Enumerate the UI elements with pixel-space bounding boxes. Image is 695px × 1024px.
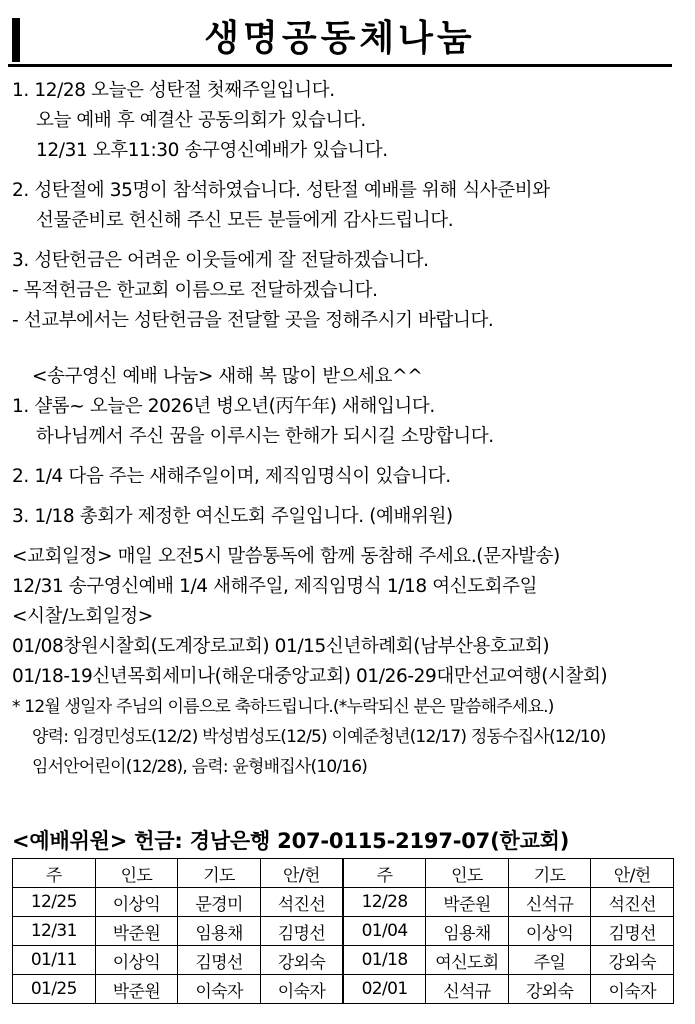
table-row [13, 917, 674, 946]
schedule-line: 12/31 송구영신예배 1/4 새해주일, 제직임명식 1/18 여신도회주일 [12, 576, 538, 597]
table-cell: 01/04 [343, 917, 426, 946]
bulletin-body [12, 76, 682, 782]
table-row [13, 975, 674, 1004]
newyear-line: 3. 1/18 총회가 제정한 여신도회 주일입니다. (예배위원) [12, 506, 453, 527]
worship-roster-table [12, 858, 674, 1004]
table-cell: 이상익 [508, 917, 591, 946]
birthday-line: * 12월 생일자 주님의 이름으로 축하드립니다.(*누락되신 분은 말씀해주세요.) [12, 697, 554, 717]
announcement-line: 1. 12/28 오늘은 성탄절 첫째주일입니다. [12, 80, 335, 101]
announcement-line: 선물준비로 헌신해 주신 모든 분들에게 감사드립니다. [36, 210, 454, 231]
header-cell: 주 [343, 859, 426, 888]
schedule-line: <교회일정> 매일 오전5시 말씀통독에 함께 동참해 주세요.(문자발송) [12, 546, 560, 567]
header-cell: 주 [13, 859, 96, 888]
table-header-row [13, 859, 674, 888]
table-cell: 신석규 [508, 888, 591, 917]
table-cell: 01/18 [343, 946, 426, 975]
table-cell: 주일 [508, 946, 591, 975]
header-cell: 안/헌 [260, 859, 343, 888]
newyear-line: 하나님께서 주신 꿈을 이루시는 한해가 되시길 소망합니다. [36, 426, 494, 447]
schedule-line: 01/08창원시찰회(도계장로교회) 01/15신년하례회(남부산용호교회) [12, 636, 550, 657]
announcement-line: 오늘 예배 후 예결산 공동의회가 있습니다. [36, 110, 366, 131]
table-cell: 석진선 [591, 888, 674, 917]
table-cell: 이상익 [95, 946, 178, 975]
header-cell: 인도 [426, 859, 509, 888]
table-cell: 박준원 [426, 888, 509, 917]
table-cell: 김명선 [591, 917, 674, 946]
table-cell: 박준원 [95, 975, 178, 1004]
newyear-line: 1. 샬롬~ 오늘은 2026년 병오년(丙午年) 새해입니다. [12, 396, 435, 417]
schedule-line: 01/18-19신년목회세미나(해운대중앙교회) 01/26-29대만선교여행(시찰회) [12, 666, 608, 687]
header-cell: 기도 [508, 859, 591, 888]
table-cell: 문경미 [178, 888, 261, 917]
table-cell: 김명선 [178, 946, 261, 975]
table-row [13, 946, 674, 975]
table-cell: 강외숙 [508, 975, 591, 1004]
announcement-line: 2. 성탄절에 35명이 참석하였습니다. 성탄절 예배를 위해 식사준비와 [12, 180, 550, 201]
announcement-line: - 목적헌금은 한교회 이름으로 전달하겠습니다. [12, 280, 378, 301]
table-cell: 12/28 [343, 888, 426, 917]
table-cell: 01/25 [13, 975, 96, 1004]
title-bar [8, 14, 672, 67]
table-cell: 강외숙 [260, 946, 343, 975]
table-cell: 02/01 [343, 975, 426, 1004]
table-cell: 12/25 [13, 888, 96, 917]
table-cell: 신석규 [426, 975, 509, 1004]
table-cell: 여신도회 [426, 946, 509, 975]
announcement-line: - 선교부에서는 성탄헌금을 전달할 곳을 정해주시기 바랍니다. [12, 310, 494, 331]
header-cell: 인도 [95, 859, 178, 888]
table-cell: 01/11 [13, 946, 96, 975]
table-cell: 이숙자 [591, 975, 674, 1004]
birthday-line: 임서안어린이(12/28), 음력: 윤형배집사(10/16) [32, 757, 368, 777]
table-cell: 이숙자 [260, 975, 343, 1004]
table-cell: 박준원 [95, 917, 178, 946]
table-cell: 김명선 [260, 917, 343, 946]
table-cell: 석진선 [260, 888, 343, 917]
header-cell: 안/헌 [591, 859, 674, 888]
table-cell: 임용채 [178, 917, 261, 946]
page-title: 생명공동체나눔 [204, 18, 476, 59]
header-cell: 기도 [178, 859, 261, 888]
announcement-line: 12/31 오후11:30 송구영신예배가 있습니다. [36, 140, 388, 161]
birthday-line: 양력: 임경민성도(12/2) 박성범성도(12/5) 이예준청년(12/17) 정동수집사(12/10) [32, 727, 606, 747]
newyear-heading: <송구영신 예배 나눔> 새해 복 많이 받으세요^^ [32, 366, 423, 387]
table-cell: 12/31 [13, 917, 96, 946]
schedule-heading: <시찰/노회일정> [12, 606, 153, 627]
worship-committee-title: <예배위원> 헌금: 경남은행 207-0115-2197-07(한교회) [12, 829, 570, 853]
table-row [13, 888, 674, 917]
announcement-line: 3. 성탄헌금은 어려운 이웃들에게 잘 전달하겠습니다. [12, 250, 429, 271]
table-cell: 임용채 [426, 917, 509, 946]
table-cell: 이숙자 [178, 975, 261, 1004]
table-cell: 이상익 [95, 888, 178, 917]
table-cell: 강외숙 [591, 946, 674, 975]
newyear-line: 2. 1/4 다음 주는 새해주일이며, 제직임명식이 있습니다. [12, 466, 451, 487]
